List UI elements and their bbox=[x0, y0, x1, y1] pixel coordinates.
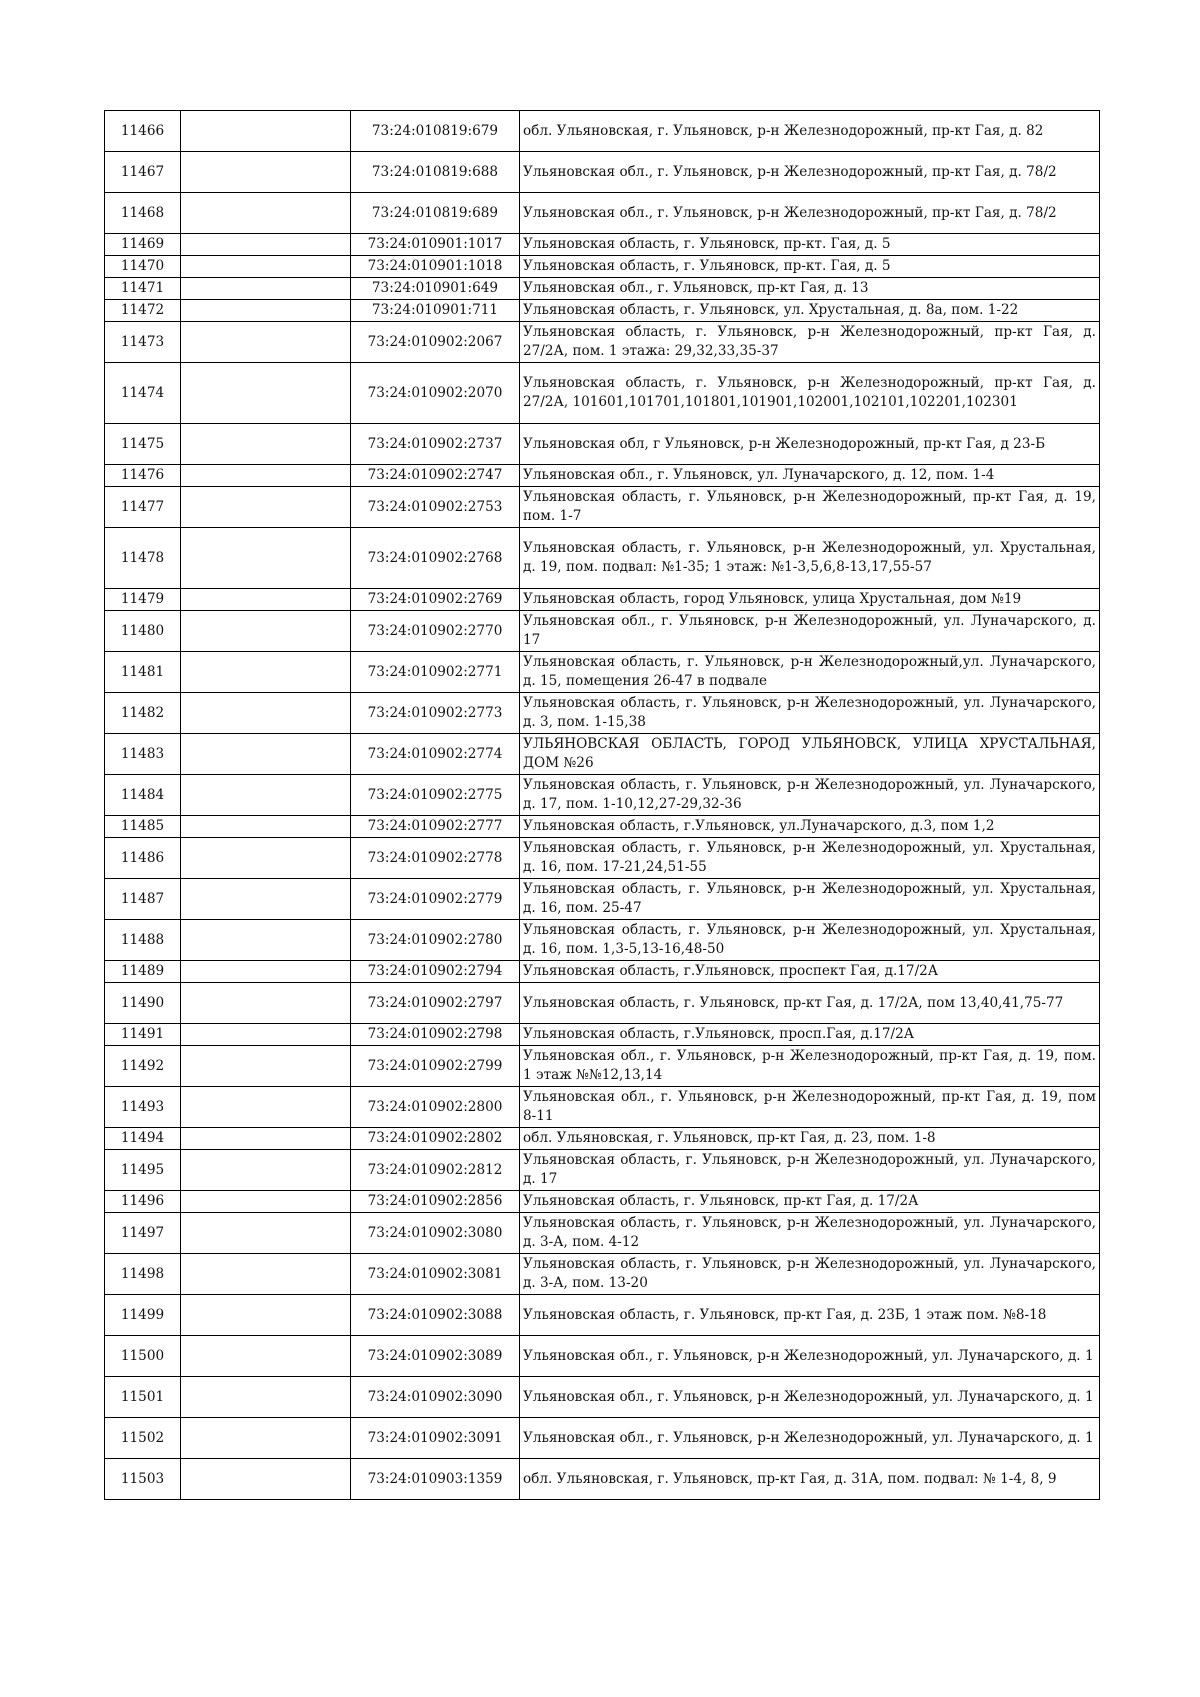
address-cell: Ульяновская обл., г. Ульяновск, р-н Железнодорожный, пр-кт Гая, д. 19, пом 8-11 bbox=[520, 1087, 1100, 1128]
address-cell: Ульяновская область, г. Ульяновск, р-н Железнодорожный, пр-кт Гая, д. 27/2А, 101601,101701,101801,101901,102001,102101,102201,102301 bbox=[520, 363, 1100, 424]
registry-body bbox=[105, 111, 1100, 1500]
empty-cell bbox=[181, 465, 351, 487]
empty-cell bbox=[181, 1128, 351, 1150]
address-cell: Ульяновская область, г. Ульяновск, пр-кт Гая, д. 17/2А bbox=[520, 1191, 1100, 1213]
row-number-cell: 11503 bbox=[105, 1459, 181, 1500]
row-number-cell: 11486 bbox=[105, 838, 181, 879]
table-row bbox=[105, 838, 1100, 879]
address-cell: Ульяновская обл., г. Ульяновск, р-н Железнодорожный, пр-кт Гая, д. 19, пом. 1 этаж №№12,13,14 bbox=[520, 1046, 1100, 1087]
table-row bbox=[105, 1024, 1100, 1046]
address-cell: Ульяновская обл., г. Ульяновск, р-н Железнодорожный, ул. Луначарского, д. 1 bbox=[520, 1336, 1100, 1377]
empty-cell bbox=[181, 152, 351, 193]
empty-cell bbox=[181, 734, 351, 775]
address-cell: обл. Ульяновская, г. Ульяновск, пр-кт Гая, д. 31А, пом. подвал: № 1-4, 8, 9 bbox=[520, 1459, 1100, 1500]
cadastral-number-cell: 73:24:010902:2769 bbox=[351, 589, 520, 611]
empty-cell bbox=[181, 1024, 351, 1046]
table-row bbox=[105, 465, 1100, 487]
address-cell: Ульяновская область, г. Ульяновск, р-н Железнодорожный, ул. Луначарского, д. 3-А, пом. 4-12 bbox=[520, 1213, 1100, 1254]
cadastral-number-cell: 73:24:010902:3091 bbox=[351, 1418, 520, 1459]
empty-cell bbox=[181, 424, 351, 465]
address-cell: Ульяновская область, г. Ульяновск, пр-кт. Гая, д. 5 bbox=[520, 256, 1100, 278]
cadastral-number-cell: 73:24:010902:2747 bbox=[351, 465, 520, 487]
row-number-cell: 11470 bbox=[105, 256, 181, 278]
address-cell: Ульяновская область, г. Ульяновск, пр-кт. Гая, д. 5 bbox=[520, 234, 1100, 256]
table-row bbox=[105, 693, 1100, 734]
address-cell: Ульяновская область, г.Ульяновск, проспект Гая, д.17/2А bbox=[520, 961, 1100, 983]
table-row bbox=[105, 816, 1100, 838]
cadastral-number-cell: 73:24:010819:688 bbox=[351, 152, 520, 193]
table-row bbox=[105, 1418, 1100, 1459]
cadastral-number-cell: 73:24:010902:2780 bbox=[351, 920, 520, 961]
address-cell: Ульяновская обл., г. Ульяновск, р-н Железнодорожный, пр-кт Гая, д. 78/2 bbox=[520, 193, 1100, 234]
row-number-cell: 11493 bbox=[105, 1087, 181, 1128]
table-row bbox=[105, 1128, 1100, 1150]
address-cell: Ульяновская область, г. Ульяновск, р-н Железнодорожный, ул. Хрустальная, д. 19, пом. подвал: №1-35; 1 этаж: №1-3,5,6,8-13,17,55-57 bbox=[520, 528, 1100, 589]
cadastral-number-cell: 73:24:010902:2798 bbox=[351, 1024, 520, 1046]
table-row bbox=[105, 193, 1100, 234]
empty-cell bbox=[181, 1046, 351, 1087]
table-row bbox=[105, 278, 1100, 300]
empty-cell bbox=[181, 983, 351, 1024]
row-number-cell: 11479 bbox=[105, 589, 181, 611]
empty-cell bbox=[181, 611, 351, 652]
empty-cell bbox=[181, 879, 351, 920]
address-cell: обл. Ульяновская, г. Ульяновск, пр-кт Гая, д. 23, пом. 1-8 bbox=[520, 1128, 1100, 1150]
cadastral-number-cell: 73:24:010903:1359 bbox=[351, 1459, 520, 1500]
cadastral-number-cell: 73:24:010902:2778 bbox=[351, 838, 520, 879]
empty-cell bbox=[181, 322, 351, 363]
row-number-cell: 11478 bbox=[105, 528, 181, 589]
cadastral-number-cell: 73:24:010902:2768 bbox=[351, 528, 520, 589]
row-number-cell: 11490 bbox=[105, 983, 181, 1024]
cadastral-number-cell: 73:24:010902:2774 bbox=[351, 734, 520, 775]
table-row bbox=[105, 879, 1100, 920]
table-row bbox=[105, 1295, 1100, 1336]
row-number-cell: 11484 bbox=[105, 775, 181, 816]
table-row bbox=[105, 424, 1100, 465]
address-cell: Ульяновская обл., г. Ульяновск, р-н Железнодорожный, ул. Луначарского, д. 17 bbox=[520, 611, 1100, 652]
address-cell: Ульяновская область, г. Ульяновск, р-н Железнодорожный, ул. Хрустальная, д. 16, пом. 1,3-5,13-16,48-50 bbox=[520, 920, 1100, 961]
cadastral-number-cell: 73:24:010902:2070 bbox=[351, 363, 520, 424]
cadastral-number-cell: 73:24:010901:711 bbox=[351, 300, 520, 322]
cadastral-number-cell: 73:24:010902:2779 bbox=[351, 879, 520, 920]
table-row bbox=[105, 1254, 1100, 1295]
empty-cell bbox=[181, 256, 351, 278]
address-cell: Ульяновская область, г. Ульяновск, р-н Железнодорожный, ул. Луначарского, д. 3-А, пом. 13-20 bbox=[520, 1254, 1100, 1295]
row-number-cell: 11499 bbox=[105, 1295, 181, 1336]
address-cell: Ульяновская обл., г. Ульяновск, р-н Железнодорожный, ул. Луначарского, д. 1 bbox=[520, 1377, 1100, 1418]
address-cell: Ульяновская область, г. Ульяновск, р-н Железнодорожный, пр-кт Гая, д. 27/2А, пом. 1 этажа: 29,32,33,35-37 bbox=[520, 322, 1100, 363]
cadastral-number-cell: 73:24:010902:2737 bbox=[351, 424, 520, 465]
table-row bbox=[105, 1336, 1100, 1377]
cadastral-number-cell: 73:24:010902:2771 bbox=[351, 652, 520, 693]
table-row bbox=[105, 1213, 1100, 1254]
cadastral-number-cell: 73:24:010902:3089 bbox=[351, 1336, 520, 1377]
row-number-cell: 11482 bbox=[105, 693, 181, 734]
address-cell: Ульяновская обл., г. Ульяновск, р-н Железнодорожный, пр-кт Гая, д. 78/2 bbox=[520, 152, 1100, 193]
row-number-cell: 11480 bbox=[105, 611, 181, 652]
cadastral-number-cell: 73:24:010902:3090 bbox=[351, 1377, 520, 1418]
row-number-cell: 11472 bbox=[105, 300, 181, 322]
cadastral-number-cell: 73:24:010902:3080 bbox=[351, 1213, 520, 1254]
cadastral-number-cell: 73:24:010902:2753 bbox=[351, 487, 520, 528]
cadastral-number-cell: 73:24:010902:3081 bbox=[351, 1254, 520, 1295]
table-row bbox=[105, 1087, 1100, 1128]
table-row bbox=[105, 111, 1100, 152]
table-row bbox=[105, 961, 1100, 983]
cadastral-number-cell: 73:24:010902:2775 bbox=[351, 775, 520, 816]
empty-cell bbox=[181, 487, 351, 528]
empty-cell bbox=[181, 1254, 351, 1295]
table-row bbox=[105, 734, 1100, 775]
cadastral-number-cell: 73:24:010819:679 bbox=[351, 111, 520, 152]
row-number-cell: 11495 bbox=[105, 1150, 181, 1191]
row-number-cell: 11477 bbox=[105, 487, 181, 528]
row-number-cell: 11483 bbox=[105, 734, 181, 775]
cadastral-number-cell: 73:24:010901:1017 bbox=[351, 234, 520, 256]
address-cell: Ульяновская область, г. Ульяновск, р-н Железнодорожный,ул. Луначарского, д. 15, помещения 26-47 в подвале bbox=[520, 652, 1100, 693]
empty-cell bbox=[181, 1418, 351, 1459]
table-row bbox=[105, 1377, 1100, 1418]
cadastral-number-cell: 73:24:010901:1018 bbox=[351, 256, 520, 278]
empty-cell bbox=[181, 589, 351, 611]
empty-cell bbox=[181, 300, 351, 322]
table-row bbox=[105, 652, 1100, 693]
cadastral-number-cell: 73:24:010902:2799 bbox=[351, 1046, 520, 1087]
empty-cell bbox=[181, 775, 351, 816]
address-cell: Ульяновская область, г.Ульяновск, ул.Луначарского, д.3, пом 1,2 bbox=[520, 816, 1100, 838]
address-cell: Ульяновская область, г. Ульяновск, р-н Железнодорожный, ул. Луначарского, д. 17 bbox=[520, 1150, 1100, 1191]
table-row bbox=[105, 920, 1100, 961]
empty-cell bbox=[181, 838, 351, 879]
row-number-cell: 11501 bbox=[105, 1377, 181, 1418]
empty-cell bbox=[181, 652, 351, 693]
cadastral-number-cell: 73:24:010902:2797 bbox=[351, 983, 520, 1024]
address-cell: Ульяновская область, г. Ульяновск, р-н Железнодорожный, ул. Хрустальная, д. 16, пом. 25-47 bbox=[520, 879, 1100, 920]
address-cell: Ульяновская область, город Ульяновск, улица Хрустальная, дом №19 bbox=[520, 589, 1100, 611]
address-cell: Ульяновская область, г. Ульяновск, р-н Железнодорожный, ул. Луначарского, д. 3, пом. 1-15,38 bbox=[520, 693, 1100, 734]
empty-cell bbox=[181, 1295, 351, 1336]
cadastral-number-cell: 73:24:010902:2770 bbox=[351, 611, 520, 652]
row-number-cell: 11496 bbox=[105, 1191, 181, 1213]
empty-cell bbox=[181, 816, 351, 838]
address-cell: Ульяновская область, г. Ульяновск, р-н Железнодорожный, ул. Луначарского, д. 17, пом. 1-10,12,27-29,32-36 bbox=[520, 775, 1100, 816]
row-number-cell: 11466 bbox=[105, 111, 181, 152]
address-cell: Ульяновская обл., г. Ульяновск, ул. Луначарского, д. 12, пом. 1-4 bbox=[520, 465, 1100, 487]
empty-cell bbox=[181, 363, 351, 424]
address-cell: обл. Ульяновская, г. Ульяновск, р-н Железнодорожный, пр-кт Гая, д. 82 bbox=[520, 111, 1100, 152]
row-number-cell: 11469 bbox=[105, 234, 181, 256]
empty-cell bbox=[181, 1377, 351, 1418]
table-row bbox=[105, 256, 1100, 278]
table-row bbox=[105, 983, 1100, 1024]
table-row bbox=[105, 528, 1100, 589]
empty-cell bbox=[181, 961, 351, 983]
row-number-cell: 11468 bbox=[105, 193, 181, 234]
row-number-cell: 11502 bbox=[105, 1418, 181, 1459]
row-number-cell: 11488 bbox=[105, 920, 181, 961]
table-row bbox=[105, 234, 1100, 256]
row-number-cell: 11500 bbox=[105, 1336, 181, 1377]
row-number-cell: 11467 bbox=[105, 152, 181, 193]
address-cell: Ульяновская обл., г. Ульяновск, р-н Железнодорожный, ул. Луначарского, д. 1 bbox=[520, 1418, 1100, 1459]
table-row bbox=[105, 363, 1100, 424]
table-row bbox=[105, 589, 1100, 611]
address-cell: Ульяновская область, г. Ульяновск, р-н Железнодорожный, ул. Хрустальная, д. 16, пом. 17-21,24,51-55 bbox=[520, 838, 1100, 879]
empty-cell bbox=[181, 278, 351, 300]
empty-cell bbox=[181, 920, 351, 961]
row-number-cell: 11494 bbox=[105, 1128, 181, 1150]
cadastral-number-cell: 73:24:010902:2777 bbox=[351, 816, 520, 838]
row-number-cell: 11481 bbox=[105, 652, 181, 693]
cadastral-number-cell: 73:24:010902:2802 bbox=[351, 1128, 520, 1150]
table-row bbox=[105, 611, 1100, 652]
row-number-cell: 11489 bbox=[105, 961, 181, 983]
cadastral-number-cell: 73:24:010902:2812 bbox=[351, 1150, 520, 1191]
empty-cell bbox=[181, 193, 351, 234]
row-number-cell: 11497 bbox=[105, 1213, 181, 1254]
empty-cell bbox=[181, 1213, 351, 1254]
cadastral-number-cell: 73:24:010902:2800 bbox=[351, 1087, 520, 1128]
cadastral-number-cell: 73:24:010902:2773 bbox=[351, 693, 520, 734]
row-number-cell: 11485 bbox=[105, 816, 181, 838]
address-cell: Ульяновская область, г.Ульяновск, просп.Гая, д.17/2А bbox=[520, 1024, 1100, 1046]
cadastral-number-cell: 73:24:010902:3088 bbox=[351, 1295, 520, 1336]
empty-cell bbox=[181, 693, 351, 734]
cadastral-number-cell: 73:24:010819:689 bbox=[351, 193, 520, 234]
row-number-cell: 11487 bbox=[105, 879, 181, 920]
row-number-cell: 11471 bbox=[105, 278, 181, 300]
registry-table bbox=[104, 110, 1100, 1500]
table-row bbox=[105, 1459, 1100, 1500]
empty-cell bbox=[181, 1459, 351, 1500]
table-row bbox=[105, 1191, 1100, 1213]
cadastral-number-cell: 73:24:010902:2067 bbox=[351, 322, 520, 363]
table-row bbox=[105, 1150, 1100, 1191]
empty-cell bbox=[181, 1336, 351, 1377]
empty-cell bbox=[181, 111, 351, 152]
cadastral-number-cell: 73:24:010902:2794 bbox=[351, 961, 520, 983]
empty-cell bbox=[181, 1087, 351, 1128]
table-row bbox=[105, 487, 1100, 528]
row-number-cell: 11476 bbox=[105, 465, 181, 487]
row-number-cell: 11473 bbox=[105, 322, 181, 363]
table-row bbox=[105, 300, 1100, 322]
address-cell: Ульяновская область, г. Ульяновск, пр-кт Гая, д. 17/2А, пом 13,40,41,75-77 bbox=[520, 983, 1100, 1024]
address-cell: УЛЬЯНОВСКАЯ ОБЛАСТЬ, ГОРОД УЛЬЯНОВСК, УЛИЦА ХРУСТАЛЬНАЯ, ДОМ №26 bbox=[520, 734, 1100, 775]
address-cell: Ульяновская область, г. Ульяновск, р-н Железнодорожный, пр-кт Гая, д. 19, пом. 1-7 bbox=[520, 487, 1100, 528]
row-number-cell: 11498 bbox=[105, 1254, 181, 1295]
address-cell: Ульяновская область, г. Ульяновск, ул. Хрустальная, д. 8а, пом. 1-22 bbox=[520, 300, 1100, 322]
row-number-cell: 11475 bbox=[105, 424, 181, 465]
address-cell: Ульяновская область, г. Ульяновск, пр-кт Гая, д. 23Б, 1 этаж пом. №8-18 bbox=[520, 1295, 1100, 1336]
row-number-cell: 11474 bbox=[105, 363, 181, 424]
row-number-cell: 11491 bbox=[105, 1024, 181, 1046]
address-cell: Ульяновская обл., г. Ульяновск, пр-кт Гая, д. 13 bbox=[520, 278, 1100, 300]
cadastral-number-cell: 73:24:010901:649 bbox=[351, 278, 520, 300]
table-row bbox=[105, 1046, 1100, 1087]
empty-cell bbox=[181, 528, 351, 589]
table-row bbox=[105, 775, 1100, 816]
empty-cell bbox=[181, 234, 351, 256]
row-number-cell: 11492 bbox=[105, 1046, 181, 1087]
empty-cell bbox=[181, 1150, 351, 1191]
cadastral-number-cell: 73:24:010902:2856 bbox=[351, 1191, 520, 1213]
table-row bbox=[105, 322, 1100, 363]
empty-cell bbox=[181, 1191, 351, 1213]
address-cell: Ульяновская обл, г Ульяновск, р-н Железнодорожный, пр-кт Гая, д 23-Б bbox=[520, 424, 1100, 465]
table-row bbox=[105, 152, 1100, 193]
